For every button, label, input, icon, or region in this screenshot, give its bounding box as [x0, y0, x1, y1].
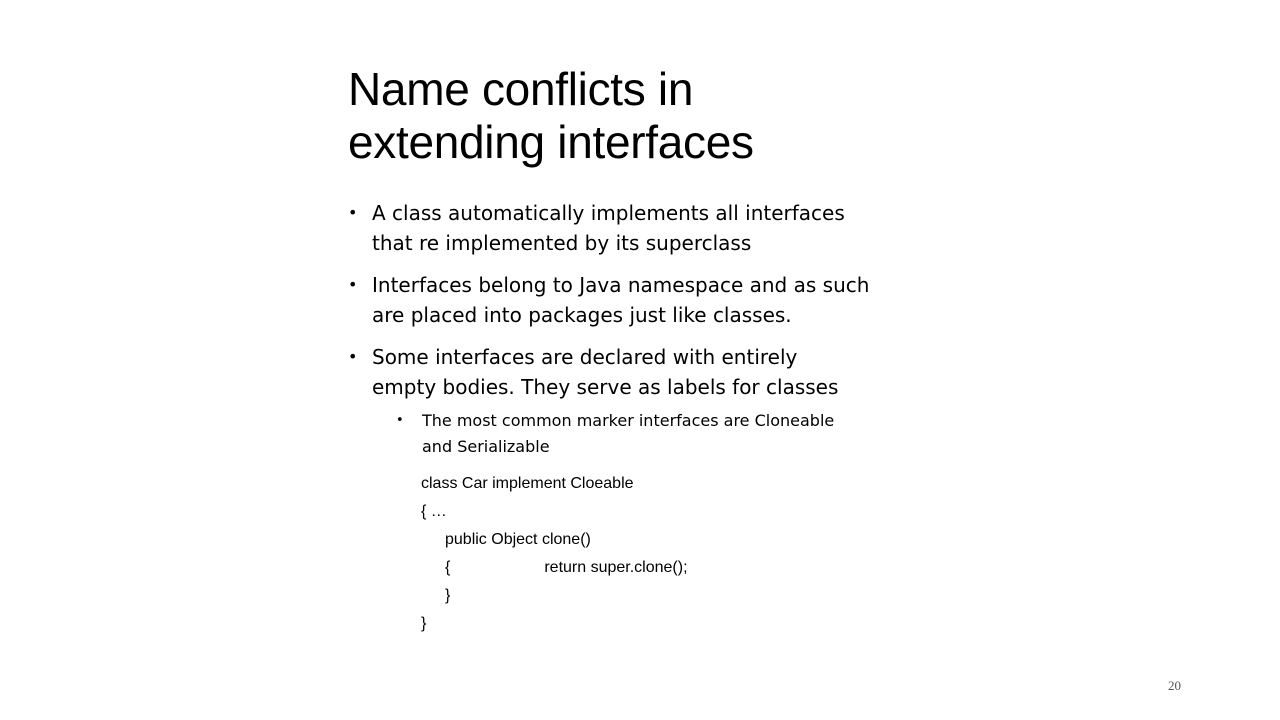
bullet-text	[372, 270, 946, 330]
code-line: }	[445, 587, 451, 604]
bullet-text	[372, 198, 946, 258]
sub-bullet-text-line: and Serializable	[422, 437, 550, 456]
slide-title-line-2: extending interfaces	[348, 116, 754, 168]
code-line: }	[421, 615, 427, 632]
slide-body	[346, 198, 946, 460]
bullet-marker: •	[348, 203, 358, 222]
code-line	[421, 554, 688, 582]
bullet-text-line: empty bodies. They serve as labels for classes	[372, 375, 839, 399]
code-line: public Object clone()	[445, 531, 591, 548]
bullet-text-line: Some interfaces are declared with entirely	[372, 345, 798, 369]
page-number: 20	[1168, 678, 1181, 693]
bullet-marker: •	[348, 275, 358, 294]
slide-title-line-1: Name conflicts in	[348, 63, 694, 115]
code-line: class Car implement Cloeable	[421, 475, 634, 492]
code-brace: {	[445, 559, 451, 576]
bullet-text-line: A class automatically implements all interfaces	[372, 201, 845, 225]
bullet-marker: •	[348, 347, 358, 366]
code-statement: return super.clone();	[544, 559, 688, 576]
sub-bullet-text-line: The most common marker interfaces are Cloneable	[422, 411, 835, 430]
sub-bullet-text	[422, 408, 946, 460]
bullet-text-line: that re implemented by its superclass	[372, 231, 752, 255]
bullet-item	[346, 270, 946, 330]
code-example	[421, 470, 688, 638]
bullet-text-line: are placed into packages just like classes.	[372, 303, 792, 327]
sub-bullet-item	[396, 408, 946, 460]
bullet-text-line: Interfaces belong to Java namespace and as such	[372, 273, 870, 297]
bullet-item	[346, 342, 946, 402]
sub-bullet-marker: •	[396, 413, 404, 428]
code-line: { …	[421, 503, 447, 520]
bullet-item	[346, 198, 946, 258]
bullet-text	[372, 342, 946, 402]
slide-title	[348, 63, 948, 169]
